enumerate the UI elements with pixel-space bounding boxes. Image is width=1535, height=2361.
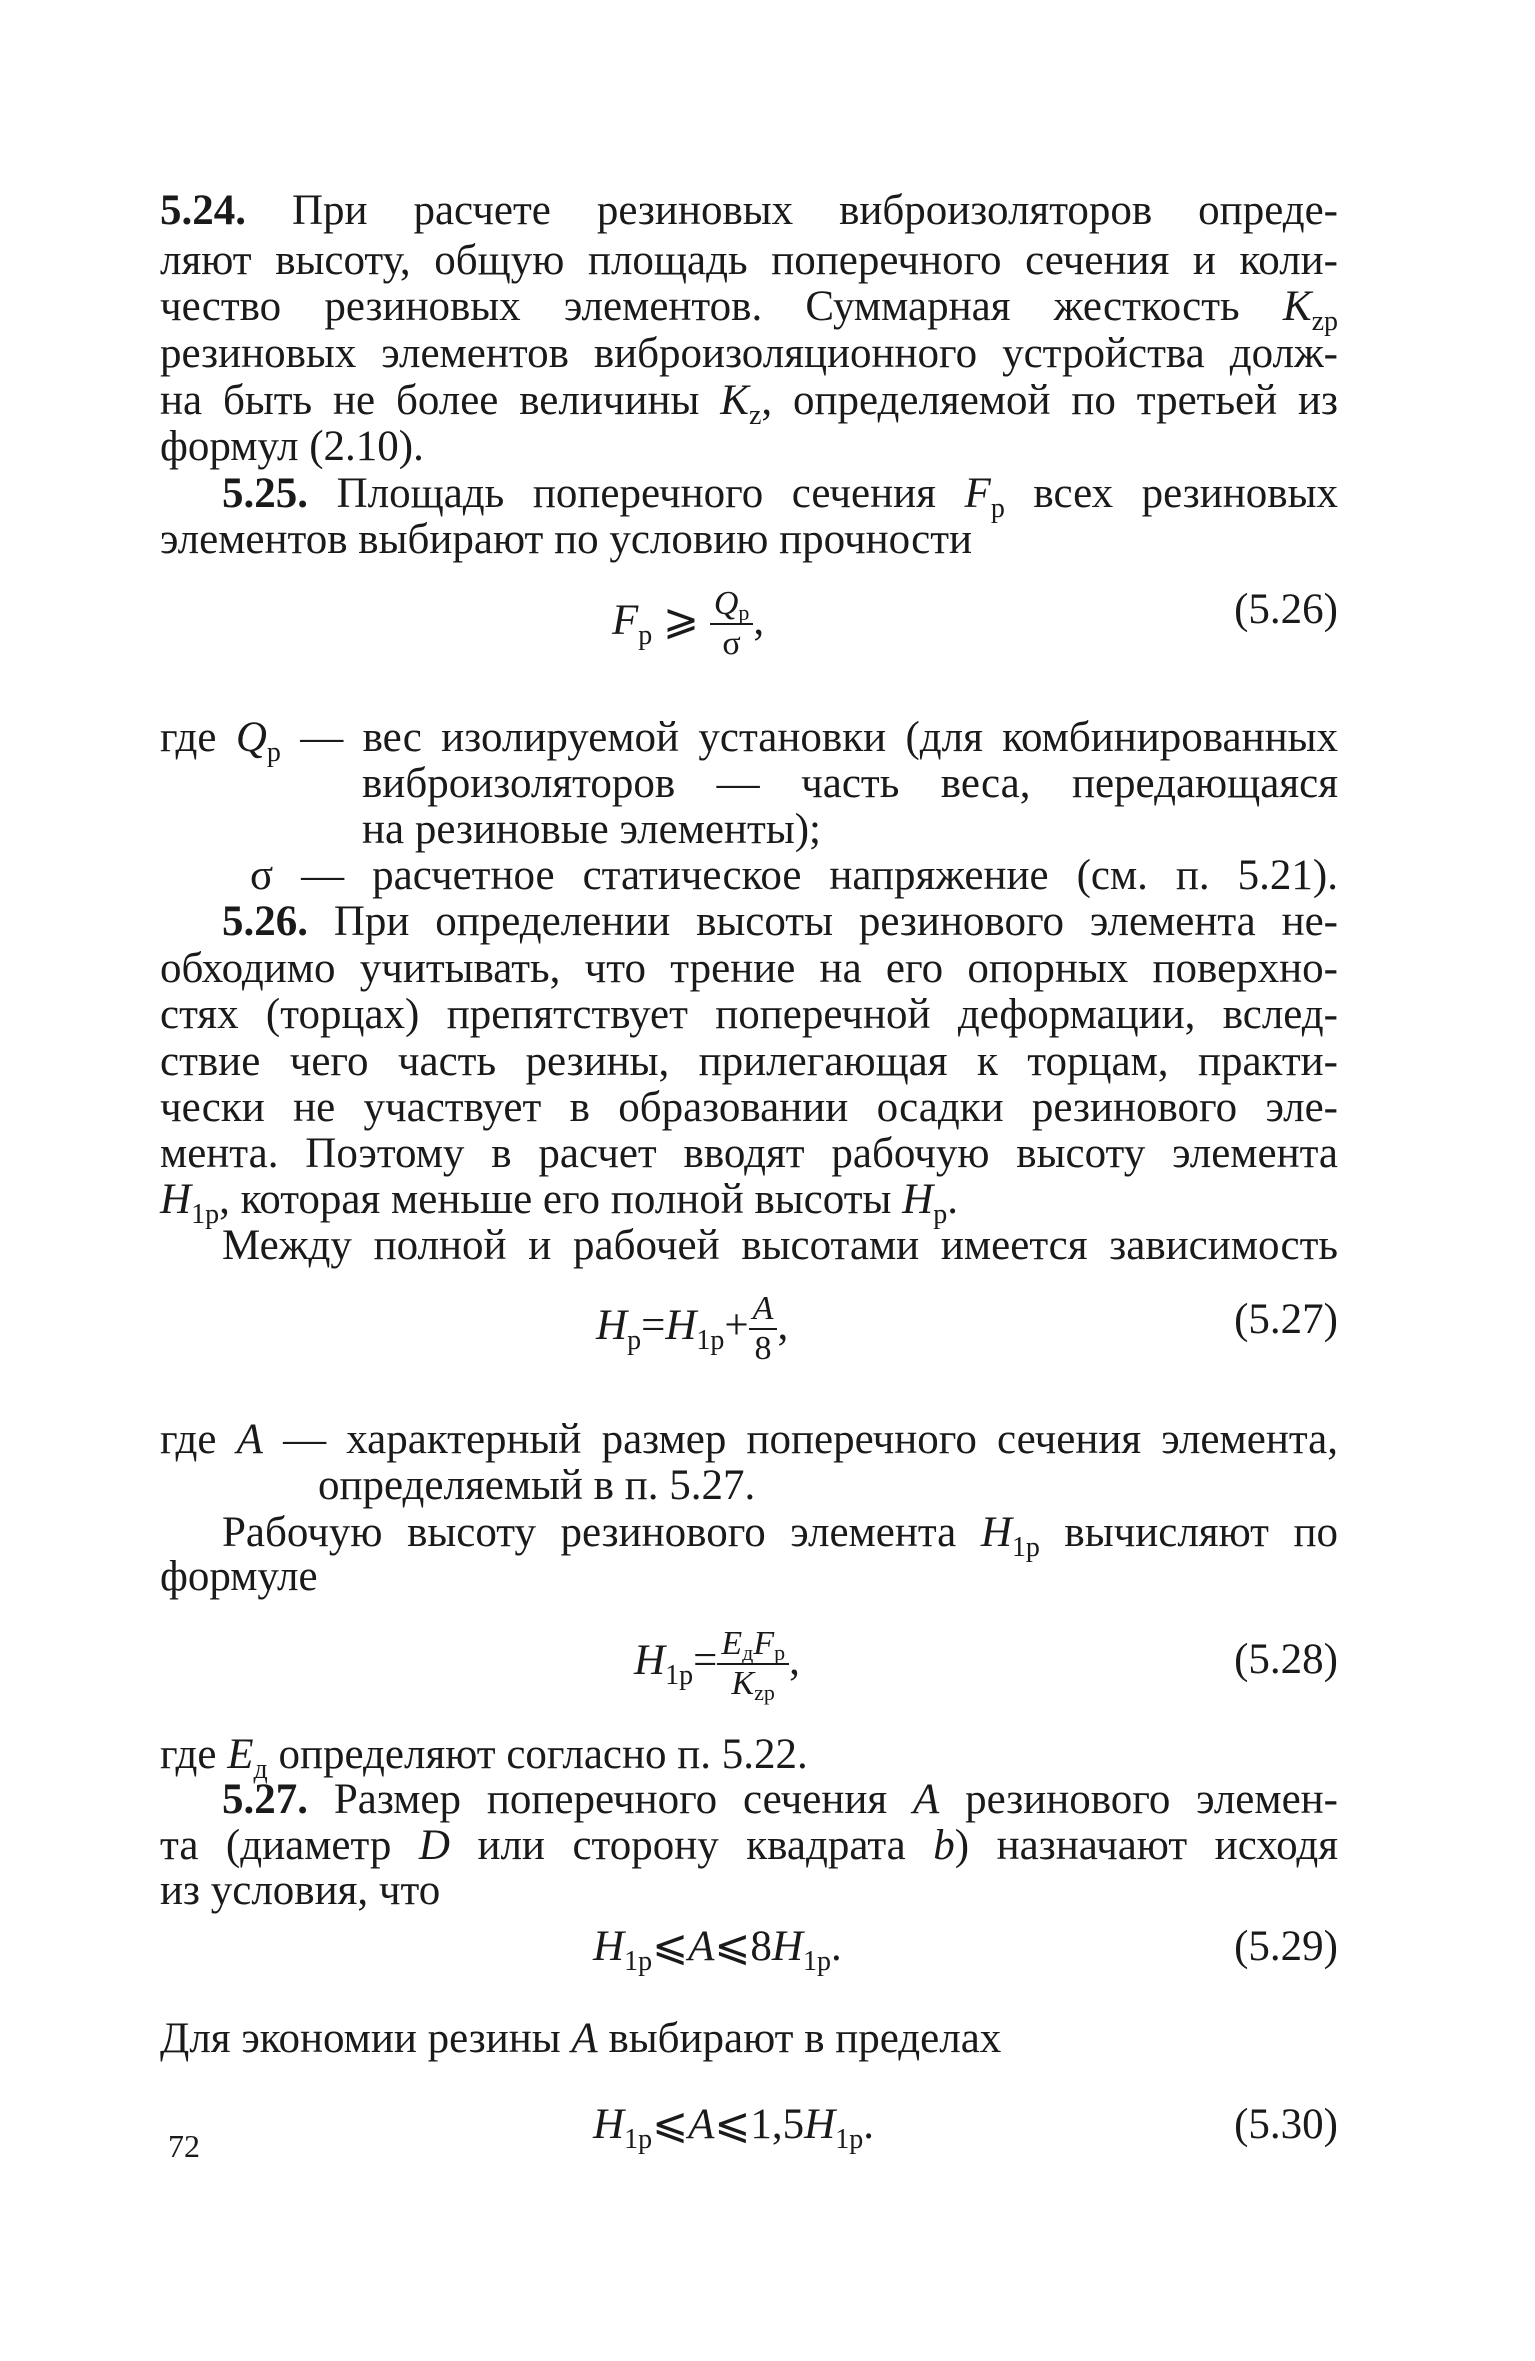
- p524-line-1: [160, 186, 1338, 236]
- eq530-a: H: [593, 2101, 625, 2148]
- where527-line-2: определяемый в п. 5.27.: [318, 1462, 756, 1509]
- p524-line-5: [160, 376, 1339, 431]
- p524-sym-kzp: K: [1282, 283, 1312, 330]
- p526-sym-h1p: H: [160, 1176, 192, 1223]
- page-number: 72: [168, 2128, 200, 2164]
- p526-line-1: [222, 897, 1338, 947]
- eq529-d-sub: 1p: [802, 1946, 831, 1977]
- eq529-op1: ⩽: [652, 1923, 689, 1970]
- eq528-lhs-sub: 1p: [665, 1659, 694, 1691]
- where526-sym-q: Q: [235, 714, 267, 761]
- eq529-a: H: [593, 1923, 625, 1970]
- p524-line-2: ляют высоту, общую площадь поперечного сечения и коли-: [160, 237, 1338, 284]
- equation-5-26: [612, 585, 764, 663]
- where527-sym-h1p: H: [980, 1509, 1012, 1556]
- eq528-den-sub: zp: [754, 1680, 775, 1705]
- where526-sub-p: p: [266, 737, 281, 768]
- p524-text-5a: на быть не более величины: [160, 377, 721, 424]
- eq527-t1-sub: 1p: [696, 1324, 725, 1356]
- eq526-num: Q: [713, 585, 739, 622]
- where526-line-3: на резиновые элементы);: [362, 806, 821, 853]
- p527-sym-a: A: [913, 1776, 940, 1823]
- p527-text-1b: резинового элемен-: [939, 1776, 1339, 1823]
- where527-text-3a: Рабочую высоту резинового элемента: [222, 1509, 981, 1556]
- eq528-tail: ,: [789, 1636, 800, 1684]
- p527-text-1a: Размер поперечного сечения: [308, 1776, 913, 1823]
- eq530-a-sub: 1p: [624, 2124, 653, 2155]
- p527-line-3: из условия, что: [160, 1867, 441, 1914]
- eq527-plus: +: [724, 1301, 749, 1349]
- p526-text-7b: .: [947, 1176, 958, 1223]
- where526-text-1b: — вес изолируемой установки (для комбинированных: [280, 714, 1338, 761]
- where527-text-1a: где: [160, 1416, 237, 1463]
- p524-line-6: формул (2.10).: [160, 423, 424, 470]
- eq527-t1: H: [665, 1301, 697, 1349]
- where528-text-1b: определяют согласно п. 5.22.: [267, 1731, 808, 1778]
- where527-line-4: формуле: [160, 1553, 318, 1600]
- eq527-eq: =: [641, 1301, 666, 1349]
- eq527-num: A: [752, 1290, 774, 1327]
- eq530-d-sub: 1p: [835, 2124, 864, 2155]
- where528-sub-d: д: [253, 1754, 268, 1785]
- p526-line-4: ствие чего часть резины, прилегающая к торцам, практи-: [160, 1038, 1338, 1085]
- where526-text-1a: где: [160, 714, 236, 761]
- p525-line-1: [222, 469, 1338, 524]
- p526-line-5: чески не участвует в образовании осадки резинового эле-: [160, 1084, 1338, 1131]
- equation-label-5-27: (5.27): [1234, 1296, 1338, 1343]
- eq526-tail: ,: [753, 596, 765, 644]
- p526-sym-hp: H: [902, 1176, 934, 1223]
- where527-sym-a: A: [236, 1416, 263, 1463]
- p524-sub-zp: zp: [1311, 306, 1338, 337]
- eq529-tail: .: [830, 1923, 842, 1970]
- eq530-tail: .: [863, 2101, 874, 2148]
- where526-line-2: виброизоляторов — часть веса, передающаяся: [362, 760, 1338, 807]
- eq527-lhs: H: [596, 1301, 628, 1349]
- p527-number: 5.27.: [222, 1776, 308, 1823]
- eq528-den: K: [731, 1665, 755, 1702]
- eq528-num-a: E: [721, 1625, 743, 1662]
- eq529-c: 8: [750, 1923, 772, 1970]
- equation-label-5-28: (5.28): [1234, 1636, 1338, 1683]
- eq527-den: 8: [749, 1328, 778, 1368]
- eq528-num-b-sub: p: [774, 1640, 786, 1665]
- p525-line-2: элементов выбирают по условию прочности: [160, 516, 973, 563]
- p524-text-3: чество резиновых элементов. Суммарная жесткость: [160, 283, 1283, 330]
- equation-label-5-30: (5.30): [1234, 2101, 1338, 2148]
- p526-text-7a: , которая меньше его полной высоты: [219, 1176, 903, 1223]
- p525-number: 5.25.: [222, 470, 308, 517]
- econ-line: [160, 2014, 1001, 2064]
- p524-sym-kz: K: [720, 377, 749, 424]
- where527-line-1: [160, 1415, 1338, 1465]
- where527-line-3: [222, 1508, 1338, 1563]
- eq530-d: H: [804, 2101, 836, 2148]
- p527-sym-d: D: [418, 1822, 450, 1869]
- equation-5-27: [596, 1290, 788, 1368]
- where526-line-1: [160, 713, 1338, 768]
- p526-line-6: мента. Поэтому в расчет вводят рабочую высоту элемента: [160, 1130, 1338, 1177]
- p525-sym-f: F: [964, 470, 991, 517]
- p526-number: 5.26.: [222, 898, 308, 945]
- p524-line-4: резиновых элементов виброизоляционного устройства долж-: [160, 330, 1338, 377]
- econ-text-b: выбирают в пределах: [597, 2015, 1002, 2062]
- where526-line-4: σ — расчетное статическое напряжение (см. п. 5.21).: [250, 852, 1338, 899]
- eq526-den: σ: [710, 623, 754, 663]
- eq529-a-sub: 1p: [624, 1946, 653, 1977]
- eq526-fraction: [710, 585, 754, 663]
- eq530-op2: ⩽: [714, 2101, 751, 2148]
- p526-text-1: При определении высоты резинового элемента не-: [308, 898, 1338, 945]
- eq527-lhs-sub: p: [627, 1324, 642, 1356]
- eq528-fraction: [717, 1625, 789, 1703]
- p524-text-1: При расчете резиновых виброизоляторов опреде-: [246, 187, 1338, 234]
- p527-line-1: [222, 1775, 1338, 1825]
- where527-text-3b: вычисляют по: [1039, 1509, 1338, 1556]
- eq527-fraction: [749, 1290, 778, 1368]
- p526-line-8: Между полной и рабочей высотами имеется зависимость: [222, 1222, 1338, 1269]
- eq529-op2: ⩽: [714, 1923, 751, 1970]
- equation-5-28: [634, 1625, 800, 1703]
- eq526-lhs: F: [612, 596, 639, 644]
- econ-sym-a: A: [571, 2015, 598, 2062]
- eq526-op: ⩾: [663, 596, 700, 644]
- eq529-d: H: [771, 1923, 803, 1970]
- p526-sub-p: p: [933, 1199, 948, 1230]
- p527-line-2: [160, 1821, 1338, 1871]
- eq530-op1: ⩽: [652, 2101, 689, 2148]
- equation-label-5-26: (5.26): [1234, 586, 1338, 633]
- where528-line-1: [160, 1730, 808, 1785]
- p524-text-5b: , определяемой по третьей из: [761, 377, 1339, 424]
- eq528-num-b: F: [753, 1625, 775, 1662]
- where528-sym-e: E: [227, 1731, 254, 1778]
- p526-line-3: стях (торцах) препятствует поперечной деформации, вслед-: [160, 991, 1338, 1038]
- eq530-b: A: [688, 2101, 715, 2148]
- p527-sym-b: b: [933, 1822, 955, 1869]
- equation-label-5-29: (5.29): [1234, 1923, 1338, 1970]
- p525-text-1a: Площадь поперечного сечения: [308, 470, 965, 517]
- p525-sub-p: p: [990, 493, 1005, 524]
- p526-line-7: [160, 1175, 958, 1230]
- eq528-eq: =: [693, 1636, 718, 1684]
- eq526-lhs-sub: p: [638, 619, 653, 651]
- eq526-num-sub: p: [738, 600, 750, 625]
- p525-text-1b: всех резиновых: [1004, 470, 1338, 517]
- p524-sub-z: z: [748, 400, 762, 431]
- equation-5-29: [593, 1922, 842, 1977]
- p524-number: 5.24.: [160, 187, 246, 234]
- where527-text-1b: — характерный размер поперечного сечения элемента,: [262, 1416, 1338, 1463]
- eq527-tail: ,: [777, 1301, 789, 1349]
- econ-text-a: Для экономии резины: [160, 2015, 572, 2062]
- p526-line-2: обходимо учитывать, что трение на его опорных поверхно-: [160, 945, 1338, 992]
- where527-sub-1p: 1p: [1011, 1532, 1040, 1563]
- where528-text-1a: где: [160, 1731, 228, 1778]
- eq530-c: 1,5: [750, 2101, 805, 2148]
- eq529-b: A: [688, 1923, 715, 1970]
- p524-line-3: [160, 282, 1338, 337]
- p527-text-2b: или сторону квадрата: [449, 1822, 934, 1869]
- eq528-lhs: H: [634, 1636, 666, 1684]
- equation-5-30: [593, 2100, 874, 2155]
- p527-text-2c: ) назначают исходя: [954, 1822, 1338, 1869]
- eq528-num-a-sub: д: [742, 1640, 754, 1665]
- p526-sub-1p: 1p: [191, 1199, 220, 1230]
- p527-text-2a: та (диаметр: [160, 1822, 419, 1869]
